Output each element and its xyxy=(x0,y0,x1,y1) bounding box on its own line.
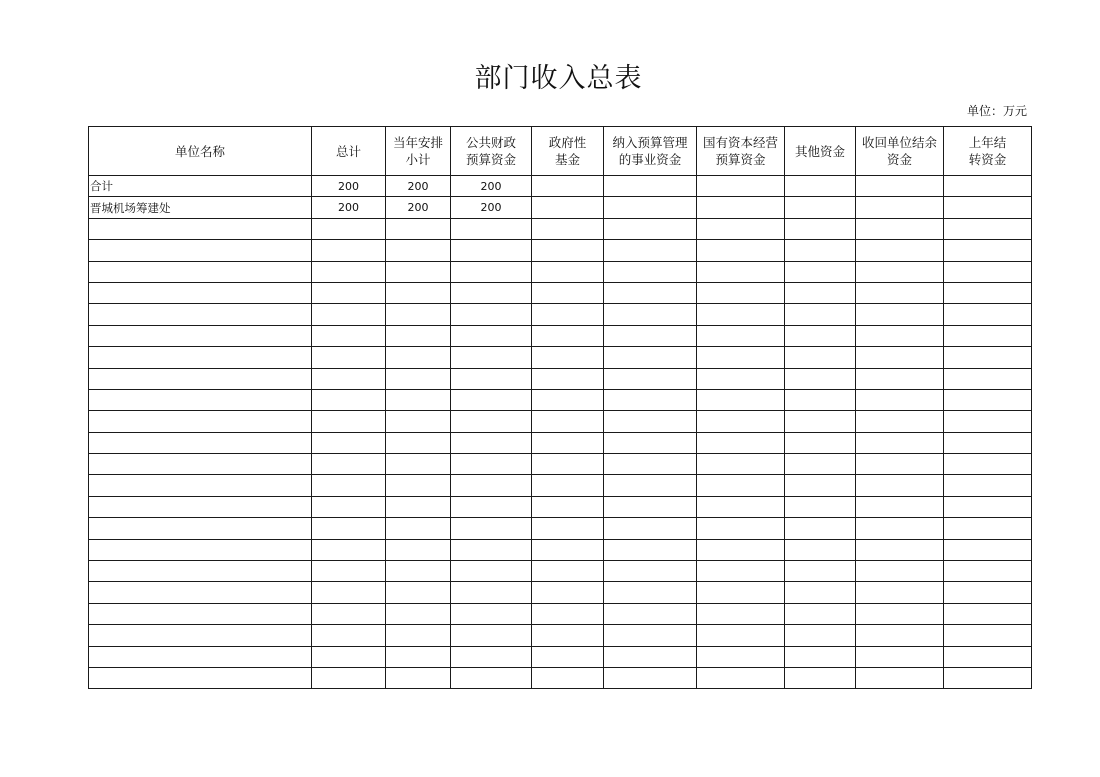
cell-prior-year-carryover xyxy=(944,625,1032,646)
cell-total xyxy=(312,667,386,688)
table-row xyxy=(89,454,1032,475)
cell-recovered-balance-funds xyxy=(856,347,944,368)
table-row xyxy=(89,325,1032,346)
cell-unit-name xyxy=(89,646,312,667)
cell-other-funds xyxy=(785,475,856,496)
cell-unit-name xyxy=(89,454,312,475)
cell-budget-managed-business-funds xyxy=(604,368,697,389)
cell-government-fund xyxy=(532,261,604,282)
cell-total xyxy=(312,496,386,517)
cell-budget-managed-business-funds xyxy=(604,475,697,496)
cell-public-finance-budget xyxy=(451,282,532,303)
table-row xyxy=(89,518,1032,539)
table-row xyxy=(89,582,1032,603)
cell-recovered-balance-funds xyxy=(856,496,944,517)
cell-unit-name xyxy=(89,561,312,582)
cell-other-funds xyxy=(785,282,856,303)
cell-other-funds xyxy=(785,304,856,325)
cell-recovered-balance-funds xyxy=(856,625,944,646)
cell-budget-managed-business-funds xyxy=(604,518,697,539)
cell-public-finance-budget xyxy=(451,389,532,410)
cell-government-fund xyxy=(532,646,604,667)
cell-other-funds xyxy=(785,325,856,346)
cell-other-funds xyxy=(785,347,856,368)
table-row xyxy=(89,625,1032,646)
cell-unit-name xyxy=(89,368,312,389)
cell-government-fund xyxy=(532,432,604,453)
unit-label: 单位：万元 xyxy=(966,104,1027,118)
cell-total xyxy=(312,347,386,368)
cell-budget-managed-business-funds xyxy=(604,347,697,368)
cell-state-capital-budget xyxy=(697,561,785,582)
cell-public-finance-budget xyxy=(451,411,532,432)
table-row xyxy=(89,197,1032,218)
page-title: 部门收入总表 xyxy=(474,63,643,94)
cell-recovered-balance-funds xyxy=(856,304,944,325)
cell-budget-managed-business-funds xyxy=(604,539,697,560)
cell-state-capital-budget xyxy=(697,176,785,197)
cell-prior-year-carryover xyxy=(944,347,1032,368)
cell-total xyxy=(312,582,386,603)
cell-current-year-subtotal xyxy=(386,625,451,646)
cell-budget-managed-business-funds xyxy=(604,240,697,261)
header-budget-managed-business-funds: 纳入预算管理 的事业资金 xyxy=(604,127,697,176)
cell-prior-year-carryover xyxy=(944,539,1032,560)
cell-recovered-balance-funds xyxy=(856,454,944,475)
cell-prior-year-carryover xyxy=(944,603,1032,624)
cell-government-fund xyxy=(532,347,604,368)
cell-other-funds xyxy=(785,176,856,197)
cell-total xyxy=(312,325,386,346)
cell-prior-year-carryover xyxy=(944,240,1032,261)
cell-unit-name xyxy=(89,389,312,410)
cell-government-fund xyxy=(532,475,604,496)
cell-prior-year-carryover xyxy=(944,368,1032,389)
cell-total xyxy=(312,240,386,261)
cell-other-funds xyxy=(785,432,856,453)
cell-budget-managed-business-funds xyxy=(604,625,697,646)
cell-other-funds xyxy=(785,667,856,688)
cell-total xyxy=(312,561,386,582)
cell-state-capital-budget xyxy=(697,475,785,496)
cell-current-year-subtotal xyxy=(386,646,451,667)
cell-current-year-subtotal xyxy=(386,389,451,410)
cell-public-finance-budget xyxy=(451,432,532,453)
cell-unit-name xyxy=(89,218,312,239)
cell-recovered-balance-funds xyxy=(856,582,944,603)
cell-prior-year-carryover xyxy=(944,304,1032,325)
cell-state-capital-budget xyxy=(697,325,785,346)
cell-public-finance-budget xyxy=(451,539,532,560)
cell-other-funds xyxy=(785,368,856,389)
cell-unit-name xyxy=(89,240,312,261)
cell-total xyxy=(312,389,386,410)
table-row xyxy=(89,646,1032,667)
cell-state-capital-budget xyxy=(697,304,785,325)
cell-state-capital-budget xyxy=(697,603,785,624)
cell-current-year-subtotal xyxy=(386,325,451,346)
cell-current-year-subtotal xyxy=(386,454,451,475)
cell-total: 200 xyxy=(312,197,386,218)
table-row xyxy=(89,261,1032,282)
cell-recovered-balance-funds xyxy=(856,561,944,582)
header-prior-year-carryover: 上年结 转资金 xyxy=(944,127,1032,176)
cell-state-capital-budget xyxy=(697,582,785,603)
cell-budget-managed-business-funds xyxy=(604,411,697,432)
cell-recovered-balance-funds xyxy=(856,261,944,282)
cell-recovered-balance-funds xyxy=(856,240,944,261)
cell-unit-name xyxy=(89,475,312,496)
cell-public-finance-budget xyxy=(451,646,532,667)
cell-state-capital-budget xyxy=(697,625,785,646)
cell-government-fund xyxy=(532,325,604,346)
cell-recovered-balance-funds xyxy=(856,368,944,389)
cell-prior-year-carryover xyxy=(944,411,1032,432)
cell-current-year-subtotal xyxy=(386,603,451,624)
cell-public-finance-budget xyxy=(451,240,532,261)
cell-unit-name xyxy=(89,432,312,453)
cell-recovered-balance-funds xyxy=(856,176,944,197)
cell-unit-name xyxy=(89,539,312,560)
cell-public-finance-budget xyxy=(451,218,532,239)
cell-current-year-subtotal xyxy=(386,496,451,517)
cell-public-finance-budget xyxy=(451,325,532,346)
cell-unit-name: 晋城机场筹建处 xyxy=(89,197,312,218)
cell-prior-year-carryover xyxy=(944,197,1032,218)
cell-budget-managed-business-funds xyxy=(604,218,697,239)
cell-unit-name xyxy=(89,347,312,368)
table-row xyxy=(89,304,1032,325)
cell-state-capital-budget xyxy=(697,496,785,517)
table-header-row xyxy=(89,127,1032,176)
cell-prior-year-carryover xyxy=(944,646,1032,667)
cell-other-funds xyxy=(785,454,856,475)
cell-public-finance-budget xyxy=(451,261,532,282)
cell-current-year-subtotal xyxy=(386,261,451,282)
cell-budget-managed-business-funds xyxy=(604,667,697,688)
cell-state-capital-budget xyxy=(697,261,785,282)
cell-total xyxy=(312,218,386,239)
cell-current-year-subtotal xyxy=(386,218,451,239)
header-current-year-subtotal: 当年安排 小计 xyxy=(386,127,451,176)
cell-current-year-subtotal xyxy=(386,304,451,325)
cell-prior-year-carryover xyxy=(944,582,1032,603)
cell-recovered-balance-funds xyxy=(856,646,944,667)
cell-current-year-subtotal xyxy=(386,518,451,539)
cell-prior-year-carryover xyxy=(944,218,1032,239)
cell-public-finance-budget xyxy=(451,304,532,325)
cell-government-fund xyxy=(532,176,604,197)
cell-government-fund xyxy=(532,240,604,261)
cell-other-funds xyxy=(785,646,856,667)
cell-state-capital-budget xyxy=(697,197,785,218)
cell-public-finance-budget xyxy=(451,667,532,688)
cell-other-funds xyxy=(785,496,856,517)
cell-budget-managed-business-funds xyxy=(604,561,697,582)
cell-budget-managed-business-funds xyxy=(604,603,697,624)
cell-unit-name: 合计 xyxy=(89,176,312,197)
cell-unit-name xyxy=(89,582,312,603)
cell-total xyxy=(312,646,386,667)
header-recovered-balance-funds: 收回单位结余 资金 xyxy=(856,127,944,176)
cell-budget-managed-business-funds xyxy=(604,325,697,346)
cell-other-funds xyxy=(785,518,856,539)
cell-unit-name xyxy=(89,304,312,325)
cell-recovered-balance-funds xyxy=(856,539,944,560)
cell-current-year-subtotal xyxy=(386,347,451,368)
cell-public-finance-budget: 200 xyxy=(451,176,532,197)
cell-current-year-subtotal xyxy=(386,561,451,582)
cell-public-finance-budget xyxy=(451,582,532,603)
cell-total xyxy=(312,411,386,432)
cell-recovered-balance-funds xyxy=(856,518,944,539)
cell-state-capital-budget xyxy=(697,411,785,432)
cell-other-funds xyxy=(785,625,856,646)
cell-prior-year-carryover xyxy=(944,475,1032,496)
cell-other-funds xyxy=(785,197,856,218)
income-table xyxy=(88,126,1032,689)
cell-other-funds xyxy=(785,561,856,582)
cell-other-funds xyxy=(785,261,856,282)
cell-recovered-balance-funds xyxy=(856,411,944,432)
table-row xyxy=(89,176,1032,197)
cell-budget-managed-business-funds xyxy=(604,496,697,517)
cell-recovered-balance-funds xyxy=(856,432,944,453)
cell-recovered-balance-funds xyxy=(856,325,944,346)
cell-total xyxy=(312,475,386,496)
header-government-fund: 政府性 基金 xyxy=(532,127,604,176)
cell-state-capital-budget xyxy=(697,539,785,560)
cell-current-year-subtotal xyxy=(386,432,451,453)
cell-public-finance-budget xyxy=(451,347,532,368)
cell-public-finance-budget xyxy=(451,475,532,496)
cell-total xyxy=(312,432,386,453)
table-row xyxy=(89,475,1032,496)
cell-recovered-balance-funds xyxy=(856,197,944,218)
cell-total xyxy=(312,261,386,282)
cell-recovered-balance-funds xyxy=(856,282,944,303)
table-row xyxy=(89,347,1032,368)
cell-state-capital-budget xyxy=(697,368,785,389)
cell-prior-year-carryover xyxy=(944,667,1032,688)
cell-public-finance-budget xyxy=(451,603,532,624)
cell-budget-managed-business-funds xyxy=(604,197,697,218)
table-row xyxy=(89,411,1032,432)
cell-prior-year-carryover xyxy=(944,389,1032,410)
cell-total xyxy=(312,368,386,389)
cell-recovered-balance-funds xyxy=(856,603,944,624)
cell-unit-name xyxy=(89,261,312,282)
header-unit-name: 单位名称 xyxy=(89,127,312,176)
cell-recovered-balance-funds xyxy=(856,475,944,496)
cell-government-fund xyxy=(532,539,604,560)
cell-other-funds xyxy=(785,389,856,410)
cell-unit-name xyxy=(89,667,312,688)
header-other-funds: 其他资金 xyxy=(785,127,856,176)
header-public-finance-budget: 公共财政 预算资金 xyxy=(451,127,532,176)
header-total: 总计 xyxy=(312,127,386,176)
cell-unit-name xyxy=(89,496,312,517)
cell-government-fund xyxy=(532,518,604,539)
cell-prior-year-carryover xyxy=(944,282,1032,303)
cell-government-fund xyxy=(532,411,604,432)
cell-government-fund xyxy=(532,368,604,389)
cell-state-capital-budget xyxy=(697,518,785,539)
cell-budget-managed-business-funds xyxy=(604,282,697,303)
cell-government-fund xyxy=(532,282,604,303)
table-row xyxy=(89,539,1032,560)
cell-public-finance-budget xyxy=(451,561,532,582)
cell-state-capital-budget xyxy=(697,218,785,239)
table-row xyxy=(89,496,1032,517)
cell-current-year-subtotal xyxy=(386,539,451,560)
cell-current-year-subtotal xyxy=(386,368,451,389)
cell-government-fund xyxy=(532,561,604,582)
cell-recovered-balance-funds xyxy=(856,667,944,688)
cell-government-fund xyxy=(532,389,604,410)
cell-public-finance-budget xyxy=(451,368,532,389)
table-row xyxy=(89,667,1032,688)
table-row xyxy=(89,282,1032,303)
cell-unit-name xyxy=(89,603,312,624)
cell-government-fund xyxy=(532,304,604,325)
cell-government-fund xyxy=(532,197,604,218)
cell-unit-name xyxy=(89,325,312,346)
cell-total xyxy=(312,603,386,624)
cell-other-funds xyxy=(785,539,856,560)
table-row xyxy=(89,218,1032,239)
table-row xyxy=(89,561,1032,582)
cell-prior-year-carryover xyxy=(944,261,1032,282)
cell-state-capital-budget xyxy=(697,667,785,688)
cell-current-year-subtotal: 200 xyxy=(386,197,451,218)
cell-public-finance-budget xyxy=(451,625,532,646)
cell-current-year-subtotal xyxy=(386,282,451,303)
cell-other-funds xyxy=(785,582,856,603)
cell-total xyxy=(312,518,386,539)
cell-budget-managed-business-funds xyxy=(604,176,697,197)
cell-other-funds xyxy=(785,603,856,624)
cell-prior-year-carryover xyxy=(944,454,1032,475)
table-row xyxy=(89,389,1032,410)
table-row xyxy=(89,603,1032,624)
cell-public-finance-budget xyxy=(451,454,532,475)
cell-budget-managed-business-funds xyxy=(604,261,697,282)
cell-prior-year-carryover xyxy=(944,325,1032,346)
cell-total: 200 xyxy=(312,176,386,197)
table-row xyxy=(89,432,1032,453)
table-body xyxy=(89,176,1032,689)
cell-government-fund xyxy=(532,454,604,475)
cell-total xyxy=(312,454,386,475)
cell-government-fund xyxy=(532,582,604,603)
cell-total xyxy=(312,625,386,646)
table-row xyxy=(89,368,1032,389)
cell-recovered-balance-funds xyxy=(856,218,944,239)
table-row xyxy=(89,240,1032,261)
cell-state-capital-budget xyxy=(697,646,785,667)
cell-budget-managed-business-funds xyxy=(604,304,697,325)
cell-government-fund xyxy=(532,667,604,688)
cell-prior-year-carryover xyxy=(944,496,1032,517)
cell-public-finance-budget: 200 xyxy=(451,197,532,218)
cell-other-funds xyxy=(785,240,856,261)
cell-other-funds xyxy=(785,411,856,432)
cell-total xyxy=(312,304,386,325)
cell-unit-name xyxy=(89,282,312,303)
cell-government-fund xyxy=(532,218,604,239)
cell-state-capital-budget xyxy=(697,347,785,368)
cell-state-capital-budget xyxy=(697,432,785,453)
cell-government-fund xyxy=(532,625,604,646)
cell-current-year-subtotal xyxy=(386,667,451,688)
cell-current-year-subtotal xyxy=(386,411,451,432)
cell-current-year-subtotal xyxy=(386,582,451,603)
cell-prior-year-carryover xyxy=(944,561,1032,582)
cell-prior-year-carryover xyxy=(944,518,1032,539)
cell-current-year-subtotal: 200 xyxy=(386,176,451,197)
cell-total xyxy=(312,282,386,303)
cell-government-fund xyxy=(532,603,604,624)
cell-other-funds xyxy=(785,218,856,239)
cell-recovered-balance-funds xyxy=(856,389,944,410)
cell-budget-managed-business-funds xyxy=(604,646,697,667)
cell-public-finance-budget xyxy=(451,496,532,517)
cell-government-fund xyxy=(532,496,604,517)
cell-prior-year-carryover xyxy=(944,432,1032,453)
cell-unit-name xyxy=(89,411,312,432)
cell-current-year-subtotal xyxy=(386,475,451,496)
cell-current-year-subtotal xyxy=(386,240,451,261)
cell-unit-name xyxy=(89,518,312,539)
cell-budget-managed-business-funds xyxy=(604,582,697,603)
cell-prior-year-carryover xyxy=(944,176,1032,197)
cell-total xyxy=(312,539,386,560)
cell-budget-managed-business-funds xyxy=(604,454,697,475)
cell-unit-name xyxy=(89,625,312,646)
cell-public-finance-budget xyxy=(451,518,532,539)
header-state-capital-budget: 国有资本经营 预算资金 xyxy=(697,127,785,176)
cell-budget-managed-business-funds xyxy=(604,432,697,453)
cell-state-capital-budget xyxy=(697,454,785,475)
cell-state-capital-budget xyxy=(697,389,785,410)
cell-budget-managed-business-funds xyxy=(604,389,697,410)
cell-state-capital-budget xyxy=(697,240,785,261)
cell-state-capital-budget xyxy=(697,282,785,303)
